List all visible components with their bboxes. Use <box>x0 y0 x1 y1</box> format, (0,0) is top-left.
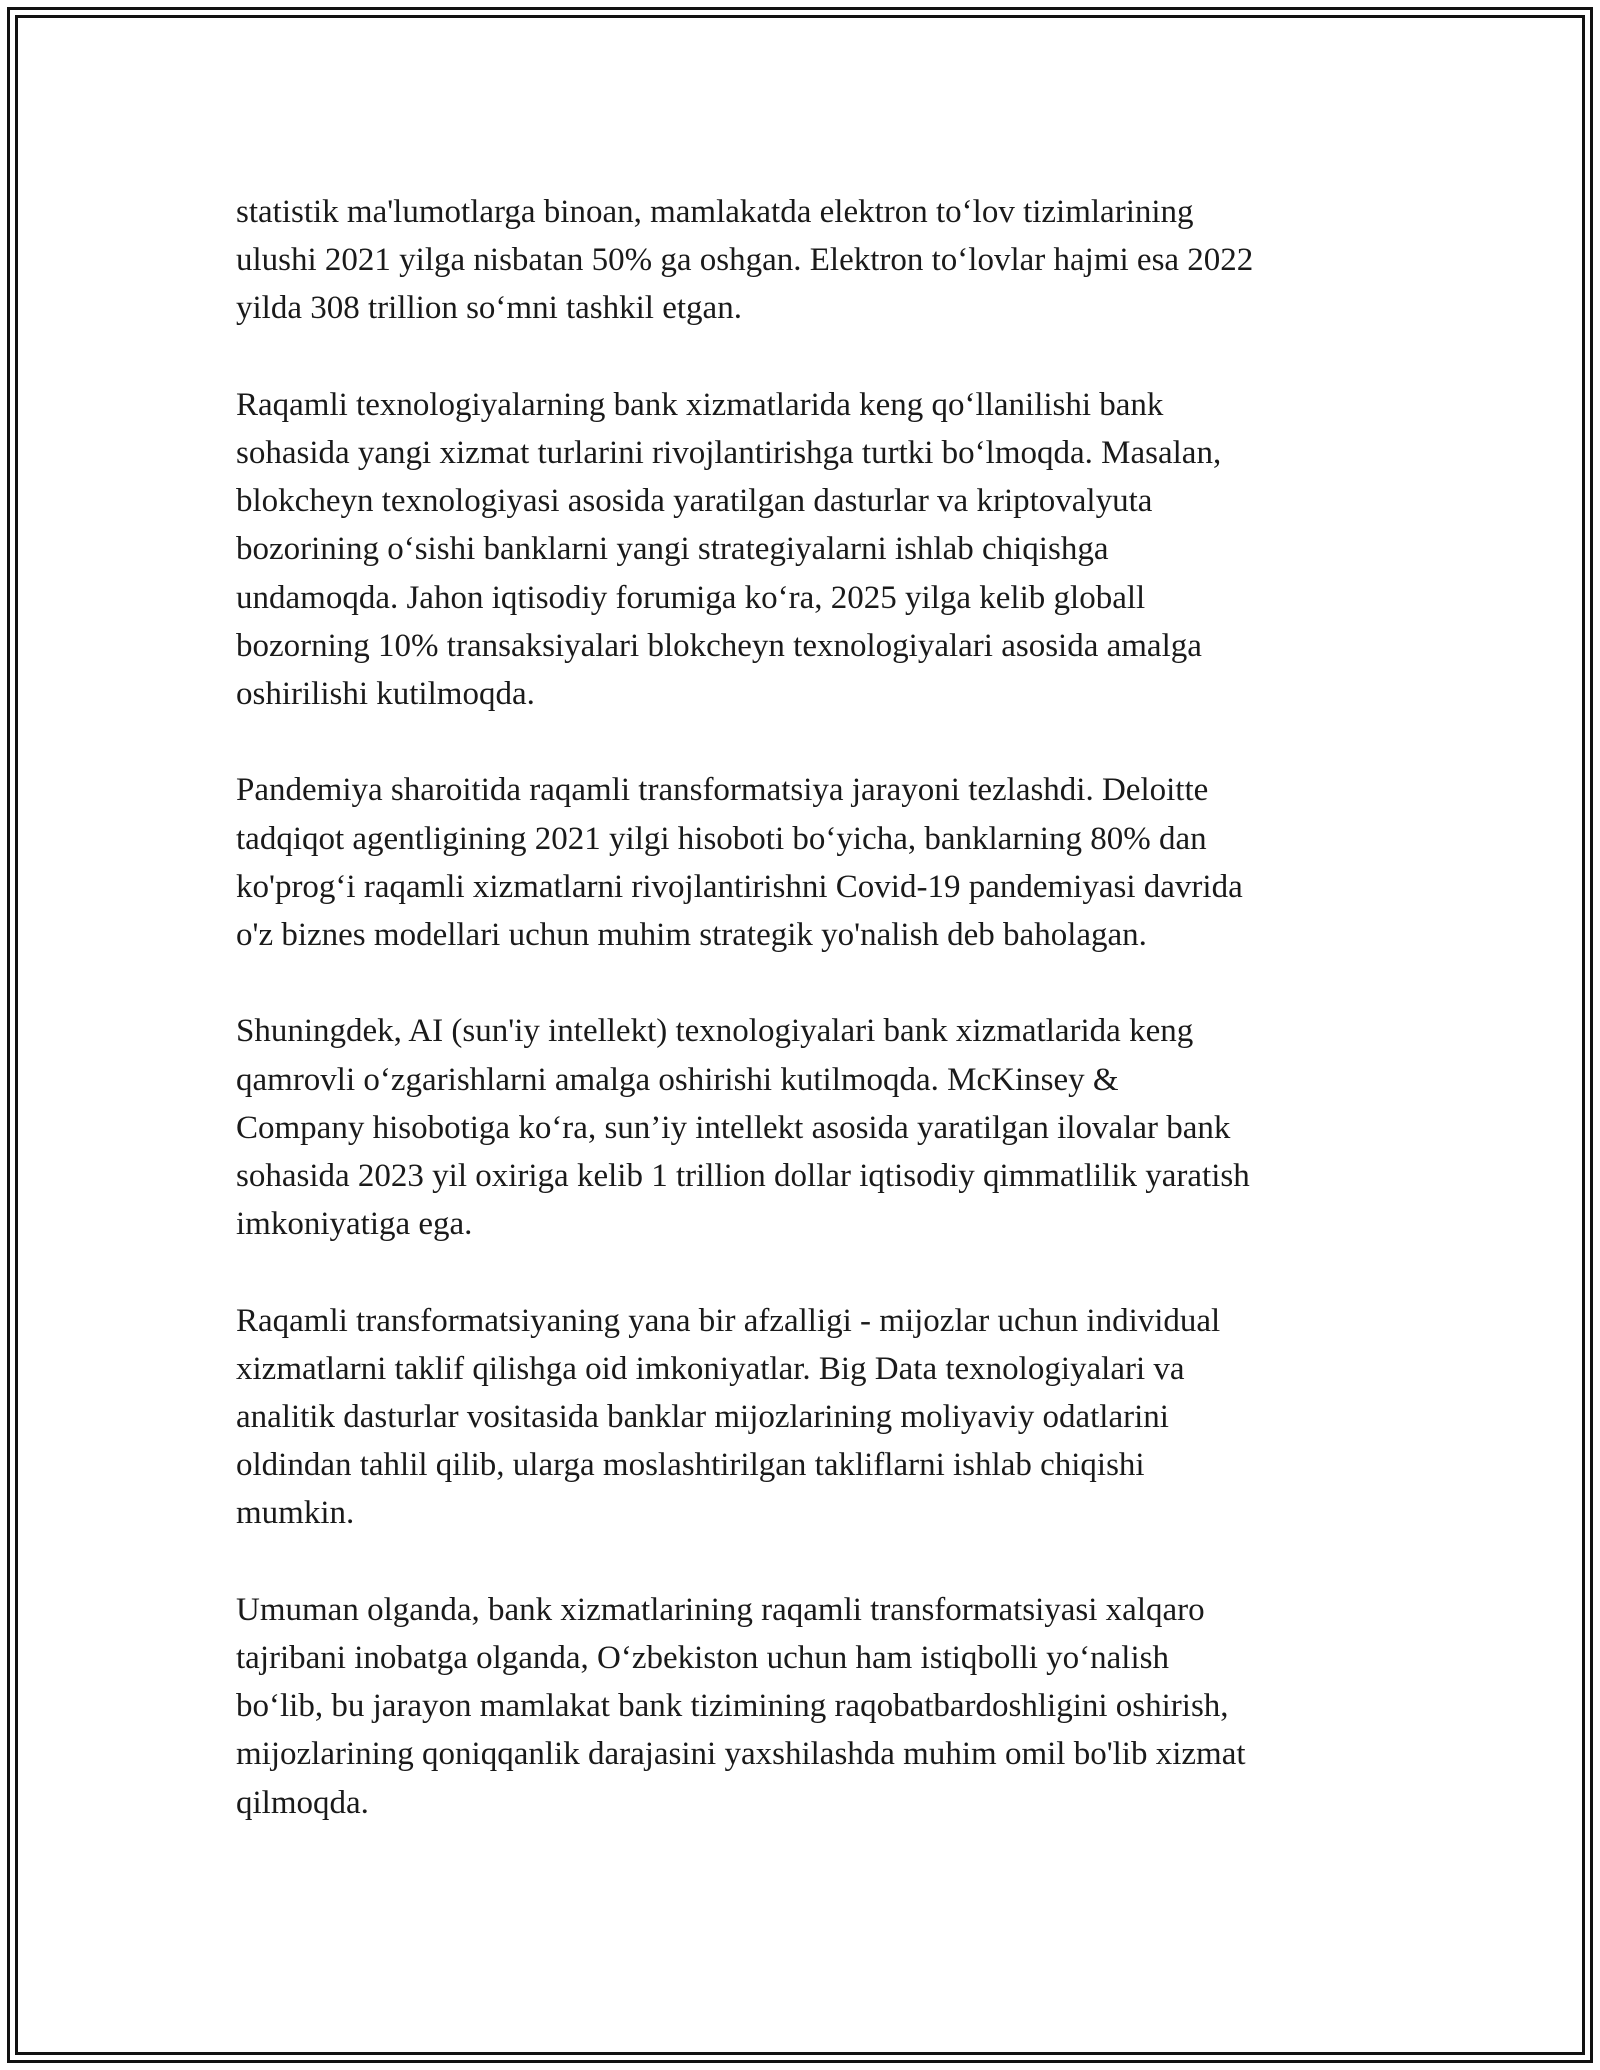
text-line: sohasida yangi xizmat turlarini rivojlantirishga turtki bo‘lmoqda. Masalan, <box>236 435 1222 471</box>
paragraph-pandemic <box>236 766 1376 959</box>
paragraph-conclusion <box>236 1586 1376 1827</box>
text-line: bo‘lib, bu jarayon mamlakat bank tizimining raqobatbardoshligini oshirish, <box>236 1688 1229 1725</box>
text-line: undamoqda. Jahon iqtisodiy forumiga ko‘ra, 2025 yilga kelib globall <box>236 579 1146 616</box>
text-line: qamrovli o‘zgarishlarni amalga oshirishi kutilmoqda. McKinsey & <box>236 1061 1119 1098</box>
text-line: mijozlarining qoniqqanlik darajasini yaxshilashda muhim omil bo'lib xizmat <box>236 1736 1246 1773</box>
text-line: qilmoqda. <box>236 1784 369 1821</box>
text-line: blokcheyn texnologiyasi asosida yaratilgan dasturlar va kriptovalyuta <box>236 483 1153 520</box>
text-line: imkoniyatiga ega. <box>236 1206 473 1243</box>
text-line: statistik ma'lumotlarga binoan, mamlakatda elektron to‘lov tizimlarining <box>236 194 1194 230</box>
text-line: sohasida 2023 yil oxiriga kelib 1 trillion dollar iqtisodiy qimmatlilik yaratish <box>236 1158 1250 1195</box>
paragraph-electronic-payments <box>236 188 1376 333</box>
text-line: Company hisobotiga ko‘ra, sun’iy intellekt asosida yaratilgan ilovalar bank <box>236 1109 1231 1146</box>
text-line: oldindan tahlil qilib, ularga moslashtirilgan takliflarni ishlab chiqishi <box>236 1447 1145 1484</box>
paragraph-personalization <box>236 1297 1376 1538</box>
text-line: oshirilishi kutilmoqda. <box>236 676 535 713</box>
text-line: analitik dasturlar vositasida banklar mijozlarining moliyaviy odatlarini <box>236 1399 1169 1436</box>
text-line: Umuman olganda, bank xizmatlarining raqamli transformatsiyasi xalqaro <box>236 1591 1205 1628</box>
text-line: tajribani inobatga olganda, O‘zbekiston uchun ham istiqbolli yo‘nalish <box>236 1640 1169 1677</box>
text-line: bozorning 10% transaksiyalari blokcheyn texnologiyalari asosida amalga <box>236 627 1202 664</box>
text-line: Shuningdek, AI (sun'iy intellekt) texnologiyalari bank xizmatlarida keng <box>236 1013 1194 1050</box>
text-line: Pandemiya sharoitida raqamli transformatsiya jarayoni tezlashdi. Deloitte <box>236 772 1209 809</box>
text-line: o'z biznes modellari uchun muhim strategik yo'nalish deb baholagan. <box>236 917 1147 954</box>
text-line: Raqamli transformatsiyaning yana bir afzalligi - mijozlar uchun individual <box>236 1302 1221 1339</box>
paragraph-blockchain <box>236 381 1376 718</box>
document-body <box>236 188 1376 1875</box>
text-line: xizmatlarni taklif qilishga oid imkoniyatlar. Big Data texnologiyalari va <box>236 1350 1185 1387</box>
text-line: mumkin. <box>236 1495 355 1532</box>
text-line: ulushi 2021 yilga nisbatan 50% ga oshgan. Elektron to‘lovlar hajmi esa 2022 <box>236 242 1254 279</box>
paragraph-ai <box>236 1007 1376 1248</box>
text-line: Raqamli texnologiyalarning bank xizmatlarida keng qo‘llanilishi bank <box>236 386 1164 423</box>
text-line: tadqiqot agentligining 2021 yilgi hisoboti bo‘yicha, banklarning 80% dan <box>236 820 1207 857</box>
text-line: ko'prog‘i raqamli xizmatlarni rivojlantirishni Covid-19 pandemiyasi davrida <box>236 868 1243 905</box>
text-line: yilda 308 trillion so‘mni tashkil etgan. <box>236 290 742 327</box>
text-line: bozorining o‘sishi banklarni yangi strategiyalarni ishlab chiqishga <box>236 531 1109 568</box>
